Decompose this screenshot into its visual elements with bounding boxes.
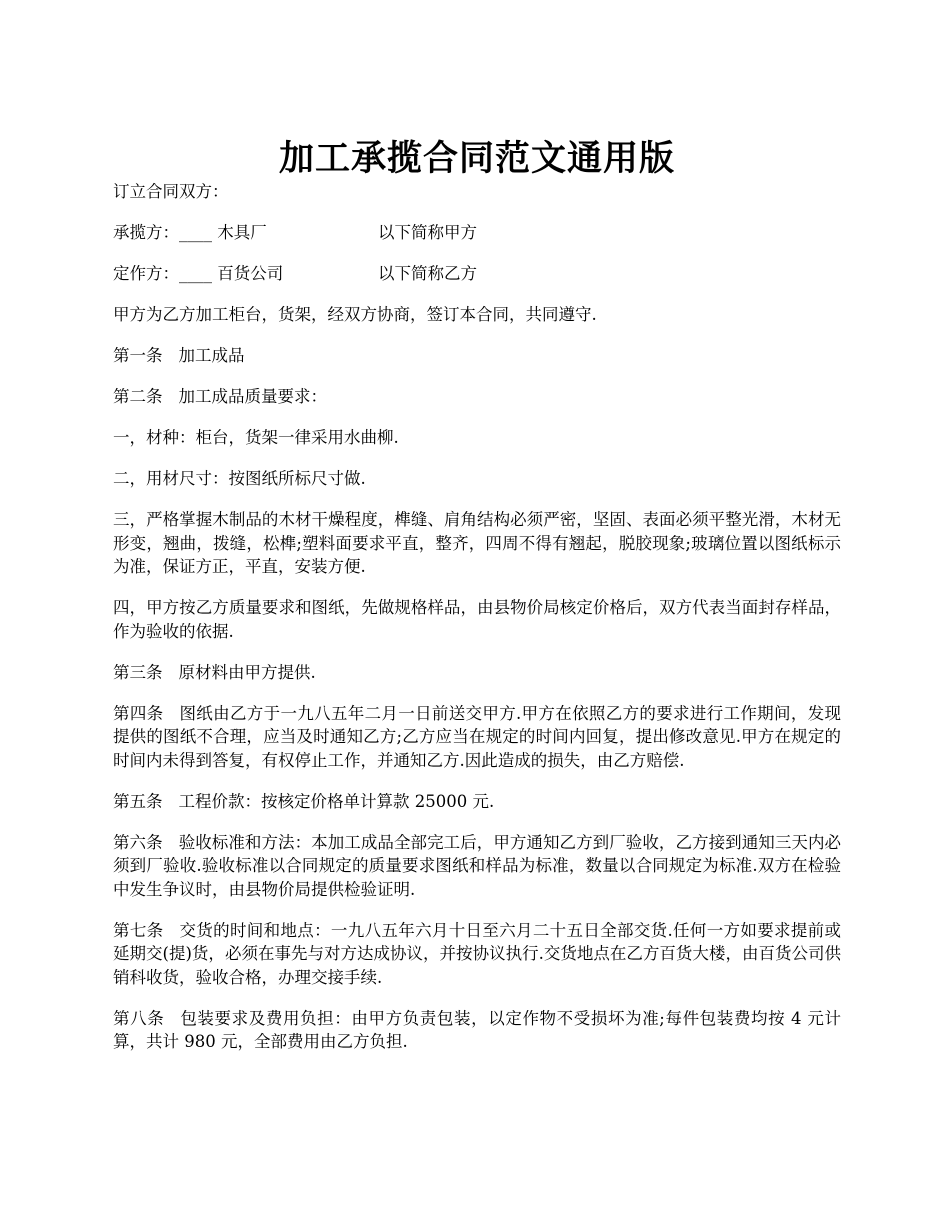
parties-intro: 订立合同双方： xyxy=(113,182,229,201)
article-3-text: 原材料由甲方提供. xyxy=(178,662,316,682)
article-2-number: 第二条 xyxy=(113,387,163,406)
party-a-alias: 以下简称甲方 xyxy=(378,223,477,242)
article-2 xyxy=(113,385,841,409)
article-1 xyxy=(113,344,841,368)
party-b-alias: 以下简称乙方 xyxy=(378,264,477,283)
article-4-text: 图纸由乙方于一九八五年二月一日前送交甲方.甲方在依照乙方的要求进行工作期间，发现提供的图纸不合理，应当及时通知乙方;乙方应当在规定的时间内回复，提出修改意见.甲方在规定的时间内未得到答复，有权停止工作，并通知乙方.因此造成的损失，由乙方赔偿. xyxy=(113,703,841,770)
article-4-number: 第四条 xyxy=(113,703,164,723)
article-2-item-1: 一，材种：柜台，货架一律采用水曲柳. xyxy=(113,428,399,447)
article-5-number: 第五条 xyxy=(113,791,163,811)
article-5 xyxy=(113,790,841,814)
article-3 xyxy=(113,661,841,685)
article-6-text: 验收标准和方法：本加工成品全部完工后，甲方通知乙方到厂验收，乙方接到通知三天内必须到厂验收.验收标准以合同规定的质量要求图纸和样品为标准，数量以合同规定为标准.双方在检验中发生争议时，由县物价局提供检验证明. xyxy=(113,832,842,899)
article-6-number: 第六条 xyxy=(113,832,163,852)
party-a-line xyxy=(113,221,841,245)
article-7 xyxy=(113,919,841,990)
preamble: 甲方为乙方加工柜台，货架，经双方协商，签订本合同，共同遵守. xyxy=(113,305,597,324)
document-body xyxy=(113,180,841,1071)
article-4 xyxy=(113,702,841,773)
article-7-number: 第七条 xyxy=(113,920,164,940)
document-title: 加工承揽合同范文通用版 xyxy=(278,138,675,180)
article-7-text: 交货的时间和地点：一九八五年六月十日至六月二十五日全部交货.任何一方如要求提前或延期交(提)货，必须在事先与对方达成协议，并按协议执行.交货地点在乙方百货大楼，由百货公司供销科收货，验收合格，办理交接手续. xyxy=(113,920,841,987)
article-2-item-4: 四，甲方按乙方质量要求和图纸，先做规格样品，由县物价局核定价格后，双方代表当面封存样品，作为验收的依据. xyxy=(113,598,841,641)
party-a-label: 承揽方：____ 木具厂 xyxy=(113,223,267,242)
article-2-text: 加工成品质量要求： xyxy=(178,387,327,406)
article-2-item-2: 二，用材尺寸：按图纸所标尺寸做. xyxy=(113,469,366,488)
article-5-text: 工程价款：按核定价格单计算款 25000 元. xyxy=(178,791,495,811)
article-8 xyxy=(113,1007,841,1054)
article-6 xyxy=(113,831,841,902)
article-8-number: 第八条 xyxy=(113,1008,165,1028)
party-b-line xyxy=(113,262,841,286)
article-8-text: 包装要求及费用负担：由甲方负责包装，以定作物不受损坏为准;每件包装费均按 4 元计算，共计 980 元，全部费用由乙方负担. xyxy=(113,1008,842,1051)
article-3-number: 第三条 xyxy=(113,662,163,682)
article-2-item-3: 三，严格掌握木制品的木材干燥程度，榫缝、肩角结构必须严密，坚固、表面必须平整光滑，木材无形变，翘曲，拨缝，松榫;塑料面要求平直，整齐，四周不得有翘起，脱胶现象;玻璃位置以图纸标示为准，保证方正，平直，安装方便. xyxy=(113,510,841,576)
article-1-text: 加工成品 xyxy=(178,346,245,365)
party-b-label: 定作方：____ 百货公司 xyxy=(113,264,284,283)
article-1-number: 第一条 xyxy=(113,346,163,365)
